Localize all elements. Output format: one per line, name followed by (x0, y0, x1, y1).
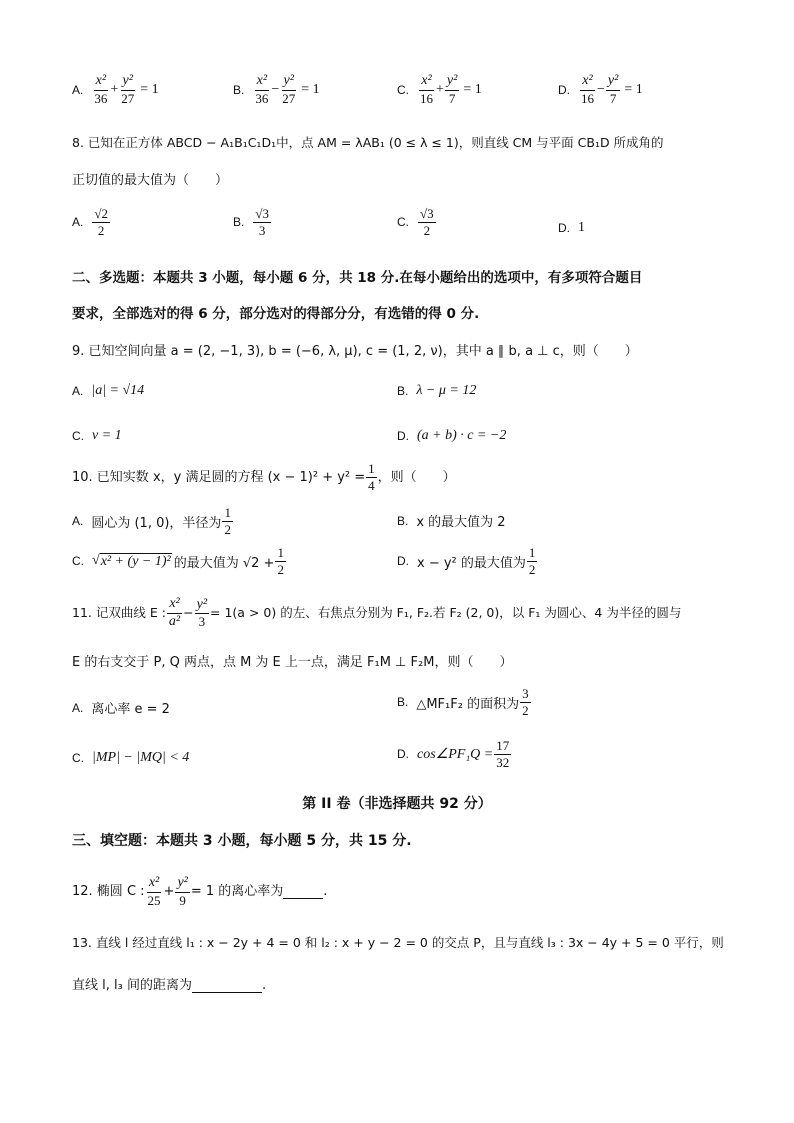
option-label: C. (72, 751, 84, 765)
option-label: A. (72, 215, 84, 230)
q11-option-b[interactable]: B. △MF₁F₂ 的面积为 $\frac{3}{2}$ (397, 686, 529, 718)
fraction: $\frac{√3}{2}$ (420, 206, 434, 238)
q10-option-a[interactable]: A. 圆心为 (1, 0)，半径为 $\frac{1}{2}$ (72, 505, 231, 537)
fraction: $\frac{\text{y²}}{7}$ (607, 73, 619, 106)
q10-option-b[interactable]: B. x 的最大值为 2 (397, 513, 506, 530)
option-label: B. (233, 82, 245, 97)
fraction: $\frac{\text{y²}}{9}$ (177, 875, 188, 908)
fraction: $\frac{1}{2}$ (224, 505, 231, 537)
q10-option-c[interactable]: C. √ x² + (y − 1)² 的最大值为 √2 + $\frac{1}{2}$ (72, 545, 284, 577)
option-label: C. (397, 215, 409, 230)
q8-stem: 8. 已知在正方体 ABCD − A₁B₁C₁D₁中，点 AM = λAB₁ (0 ≤ λ ≤ 1)，则直线 CM 与平面 CB₁D 所成角的 (72, 135, 664, 150)
q11-option-a[interactable]: A. 离心率 e = 2 (72, 700, 170, 717)
answer-blank[interactable] (192, 978, 262, 993)
option-label: D. (397, 747, 409, 762)
q7-option-b[interactable]: B. $\frac{\text{x²}}{36}$ − $\frac{\text{y²}}{27}$ = 1 (233, 73, 320, 106)
fraction: $\frac{\text{y²}}{27}$ (121, 73, 135, 106)
option-label: C. (72, 429, 84, 443)
fraction: $\frac{3}{2}$ (522, 686, 529, 718)
fraction: $\frac{\text{x²}}{16}$ (581, 73, 594, 106)
fraction: $\frac{1}{4}$ (368, 461, 375, 493)
q9-option-d[interactable]: D. (a + b) · c = −2 (397, 428, 507, 443)
q11-option-d[interactable]: D. cos∠PF₁Q = $\frac{17}{32}$ (397, 738, 510, 770)
option-label: D. (558, 82, 570, 97)
option-label: A. (72, 384, 84, 398)
q11-stem-line2: E 的右支交于 P, Q 两点，点 M 为 E 上一点，满足 F₁M ⊥ F₂M，则（ ） (72, 655, 513, 670)
fraction: $\frac{\text{y²}}{3}$ (196, 596, 208, 630)
fraction: $\frac{1}{2}$ (277, 545, 284, 577)
answer-blank[interactable] (283, 884, 323, 899)
section-2-heading-line2: 要求，全部选对的得 6 分，部分选对的得部分分，有选错的得 0 分. (72, 306, 480, 322)
part-2-title: 第 II 卷（非选择题共 92 分） (302, 796, 492, 812)
fraction: $\frac{√3}{3}$ (255, 206, 269, 238)
q10-option-d[interactable]: D. x − y² 的最大值为 $\frac{1}{2}$ (397, 545, 536, 577)
fraction: $\frac{\text{x²}}{25}$ (147, 875, 161, 908)
q11-stem: 11. 记双曲线 E : $\frac{\text{x²}}{\text{a²}}$ − $\frac{\text{y²}}{3}$ = 1(a > 0) 的左、右焦点分别为 F₁, F₂.若 F₂ (2, 0)，以 F₁ 为圆心、4 为半径的圆与 (72, 596, 682, 630)
q13-stem-line2: 直线 l, l₃ 间的距离为 . (72, 978, 267, 993)
q8-option-c[interactable] (397, 207, 437, 237)
q8-option-b[interactable] (233, 207, 272, 237)
option-label: D. (397, 429, 409, 443)
section-2-heading: 二、多选题：本题共 3 小题，每小题 6 分，共 18 分.在每小题给出的选项中，有多项符合题目 (72, 270, 643, 286)
option-label: C. (397, 82, 409, 97)
fraction: $\frac{\text{x²}}{36}$ (94, 73, 108, 106)
section-3-heading: 三、填空题：本题共 3 小题，每小题 5 分，共 15 分. (72, 833, 412, 849)
q7-option-d[interactable]: D. $\frac{\text{x²}}{16}$ − $\frac{\text{y²}}{7}$ = 1 (558, 73, 643, 106)
fraction: $\frac{\text{y²}}{7}$ (446, 73, 458, 106)
q9-option-b[interactable]: B. λ − μ = 12 (397, 383, 477, 398)
option-label: D. (558, 221, 570, 235)
q9-option-c[interactable]: C. ν = 1 (72, 428, 122, 443)
fraction: $\frac{\text{x²}}{16}$ (420, 73, 433, 106)
fraction: $\frac{17}{32}$ (496, 738, 510, 770)
q9-stem: 9. 已知空间向量 a = (2, −1, 3), b = (−6, λ, μ), c = (1, 2, ν)，其中 a ∥ b, a ⊥ c，则（ ） (72, 344, 638, 359)
q8-stem-line2: 正切值的最大值为（ ） (72, 173, 229, 188)
option-label: A. (72, 700, 84, 715)
fraction: $\frac{\text{x²}}{\text{a²}}$ (168, 596, 181, 629)
option-label: D. (397, 554, 409, 569)
q8-option-a[interactable] (72, 207, 111, 237)
option-label: B. (397, 695, 409, 710)
fraction: $\frac{√2}{2}$ (94, 206, 108, 238)
option-label: A. (72, 82, 84, 97)
q12-stem: 12. 椭圆 C : $\frac{\text{x²}}{25}$ + $\frac{\text{y²}}{9}$ = 1 的离心率为 . (72, 875, 328, 908)
option-label: B. (397, 513, 409, 528)
option-label: C. (72, 554, 84, 569)
option-label: B. (397, 384, 409, 398)
sqrt-expression: √ x² + (y − 1)² (92, 552, 171, 569)
q11-option-c[interactable]: C. |MP| − |MQ| < 4 (72, 750, 190, 765)
q9-option-a[interactable]: A. |a| = √14 (72, 383, 145, 398)
option-label: B. (233, 215, 245, 230)
q13-stem: 13. 直线 l 经过直线 l₁ : x − 2y + 4 = 0 和 l₂ : x + y − 2 = 0 的交点 P，且与直线 l₃ : 3x − 4y + 5 = 0 平行，则 (72, 935, 724, 950)
fraction: $\frac{1}{2}$ (528, 545, 536, 577)
q8-option-d[interactable]: D. 1 (558, 220, 585, 235)
fraction: $\frac{\text{x²}}{36}$ (255, 73, 269, 106)
fraction: $\frac{\text{y²}}{27}$ (282, 73, 296, 106)
q10-stem: 10. 已知实数 x，y 满足圆的方程 (x − 1)² + y² = $\frac{1}{4}$ ，则（ ） (72, 461, 456, 493)
option-label: A. (72, 514, 84, 529)
q7-option-c[interactable]: C. $\frac{\text{x²}}{16}$ + $\frac{\text{y²}}{7}$ = 1 (397, 73, 482, 106)
q7-option-a[interactable]: A. $\frac{\text{x²}}{36}$ + $\frac{\text{y²}}{27}$ = 1 (72, 73, 159, 106)
